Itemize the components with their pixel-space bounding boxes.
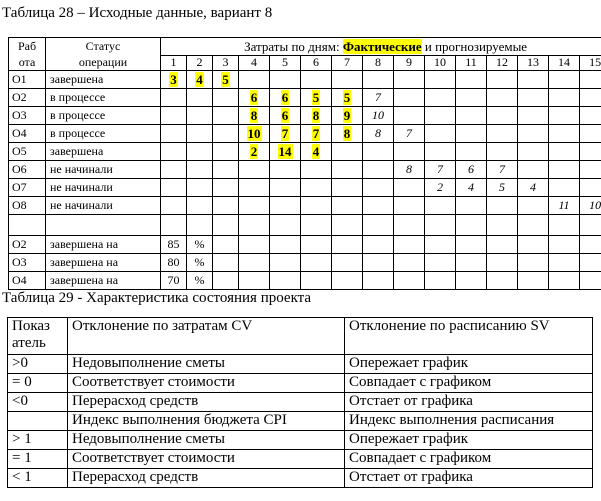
status-header-row [8, 318, 593, 355]
empty-cell [363, 161, 394, 179]
status-cell: завершена [46, 71, 161, 89]
costs-header-prefix: Затраты по дням: [244, 38, 343, 54]
empty-cell [580, 236, 601, 254]
forecast-cost-cell: 4 [518, 179, 549, 197]
empty-cell [518, 197, 549, 215]
completion-value: 85 [161, 236, 187, 254]
work-header-line1: Раб [17, 39, 37, 53]
actual-cost-cell [187, 71, 213, 89]
empty-cell [332, 143, 363, 161]
completion-row [9, 254, 601, 272]
empty-cell [161, 215, 187, 236]
empty-cell [239, 215, 270, 236]
empty-cell [518, 71, 549, 89]
empty-cell [518, 161, 549, 179]
empty-cell [270, 272, 301, 290]
actual-cost-value: 4 [312, 143, 320, 159]
empty-cell [425, 107, 456, 125]
actual-cost-cell [161, 71, 187, 89]
empty-cell [270, 71, 301, 89]
actual-cost-cell [270, 143, 301, 161]
empty-cell [213, 236, 239, 254]
empty-cell [270, 215, 301, 236]
empty-cell [456, 143, 487, 161]
empty-cell [332, 215, 363, 236]
actual-cost-value: 7 [281, 125, 289, 141]
empty-cell [425, 125, 456, 143]
actual-cost-value: 10 [247, 125, 261, 141]
empty-cell [549, 179, 580, 197]
status-cell: в процессе [46, 107, 161, 125]
empty-cell [456, 125, 487, 143]
empty-cell [456, 71, 487, 89]
status-cell: не начинали [46, 161, 161, 179]
indicator-cell: = 0 [8, 374, 68, 393]
work-cell: О7 [9, 179, 46, 197]
actual-cost-cell [239, 89, 270, 107]
sv-cell: Отстает от графика [345, 393, 593, 412]
indicator-header-line2: атель [12, 335, 46, 351]
day-5-header: 5 [270, 55, 301, 70]
empty-cell [456, 272, 487, 290]
empty-cell [301, 272, 332, 290]
completion-unit: % [187, 272, 213, 290]
actual-cost-cell [270, 107, 301, 125]
indicator-cell: < 1 [8, 469, 68, 488]
empty-cell [425, 272, 456, 290]
empty-cell [213, 107, 239, 125]
forecast-cost-cell: 10 [363, 107, 394, 125]
empty-cell [161, 143, 187, 161]
completion-row [9, 272, 601, 290]
initial-data-table-body [9, 38, 601, 290]
forecast-cost-cell: 4 [456, 179, 487, 197]
cv-cell: Соответствует стоимости [68, 374, 345, 393]
empty-cell [301, 215, 332, 236]
cv-cell: Соответствует стоимости [68, 450, 345, 469]
actual-cost-value: 5 [312, 89, 320, 105]
table-28-caption: Таблица 28 – Исходные данные, вариант 8 [2, 5, 273, 21]
forecast-cost-cell: 10 [580, 197, 601, 215]
empty-cell [332, 254, 363, 272]
empty-cell [487, 143, 518, 161]
empty-cell [301, 236, 332, 254]
day-12-header: 12 [487, 55, 518, 70]
empty-cell [239, 71, 270, 89]
empty-cell [239, 254, 270, 272]
actual-cost-cell [239, 107, 270, 125]
table-row [9, 161, 601, 179]
table-29-caption: Таблица 29 - Характеристика состояния проекта [2, 290, 312, 306]
day-13-header: 13 [518, 55, 549, 70]
table-row [9, 107, 601, 125]
actual-cost-cell [270, 125, 301, 143]
empty-cell [270, 197, 301, 215]
costs-header-suffix: и прогнозируемые [421, 38, 528, 54]
empty-cell [239, 179, 270, 197]
empty-cell [518, 143, 549, 161]
actual-cost-value: 14 [278, 143, 292, 159]
day-15-header: 15 [580, 55, 601, 70]
actual-cost-value: 8 [343, 125, 351, 141]
empty-cell [270, 236, 301, 254]
completion-row [9, 236, 601, 254]
forecast-cost-cell: 2 [425, 179, 456, 197]
work-cell: О4 [9, 125, 46, 143]
empty-cell [187, 161, 213, 179]
forecast-cost-cell: 7 [394, 125, 425, 143]
status-cell: в процессе [46, 89, 161, 107]
work-cell: О2 [9, 89, 46, 107]
actual-cost-value: 2 [250, 143, 258, 159]
work-cell: О1 [9, 71, 46, 89]
empty-cell [332, 236, 363, 254]
empty-cell [394, 71, 425, 89]
empty-cell [187, 215, 213, 236]
table-row [8, 393, 593, 412]
cv-cell: Недовыполнение сметы [68, 355, 345, 374]
table-row [8, 469, 593, 488]
indicator-cell: >0 [8, 355, 68, 374]
empty-cell [301, 161, 332, 179]
empty-cell [363, 254, 394, 272]
empty-cell [161, 125, 187, 143]
blank-row [9, 215, 601, 236]
empty-cell [549, 107, 580, 125]
sv-header: Отклонение по расписанию SV [345, 318, 593, 355]
sv-cell: Отстает от графика [345, 469, 593, 488]
empty-cell [301, 254, 332, 272]
empty-cell [394, 179, 425, 197]
sv-cell: Индекс выполнения расписания [345, 412, 593, 431]
work-cell: О2 [9, 236, 46, 254]
empty-cell [549, 215, 580, 236]
empty-cell [301, 197, 332, 215]
completion-unit: % [187, 254, 213, 272]
empty-cell [549, 71, 580, 89]
empty-cell [487, 236, 518, 254]
actual-cost-cell [301, 125, 332, 143]
empty-cell [518, 272, 549, 290]
actual-cost-value: 4 [196, 71, 203, 87]
initial-data-table [8, 37, 601, 290]
cv-cell: Перерасход средств [68, 469, 345, 488]
completion-label: завершена на [46, 254, 161, 272]
actual-cost-value: 8 [312, 107, 320, 123]
empty-cell [456, 107, 487, 125]
empty-cell [518, 254, 549, 272]
table-row [9, 71, 601, 89]
empty-cell [580, 161, 601, 179]
actual-cost-cell [332, 107, 363, 125]
empty-cell [239, 272, 270, 290]
table-row [8, 355, 593, 374]
forecast-cost-cell: 8 [394, 161, 425, 179]
empty-cell [425, 89, 456, 107]
empty-cell [363, 71, 394, 89]
day-8-header: 8 [363, 55, 394, 70]
sv-cell: Совпадает с графиком [345, 450, 593, 469]
work-header-line2: ота [18, 55, 36, 69]
empty-cell [213, 125, 239, 143]
empty-cell [332, 272, 363, 290]
empty-cell [239, 236, 270, 254]
actual-cost-value: 3 [170, 71, 177, 87]
sv-cell: Совпадает с графиком [345, 374, 593, 393]
empty-cell [549, 254, 580, 272]
empty-cell [549, 236, 580, 254]
sv-cell: Опережает график [345, 355, 593, 374]
work-cell: О4 [9, 272, 46, 290]
indicator-header-line1: Показ [12, 318, 50, 334]
empty-cell [187, 89, 213, 107]
status-cell: не начинали [46, 179, 161, 197]
empty-cell [580, 254, 601, 272]
empty-cell [187, 143, 213, 161]
actual-cost-cell [301, 143, 332, 161]
empty-cell [213, 272, 239, 290]
empty-cell [549, 272, 580, 290]
cv-cell: Недовыполнение сметы [68, 431, 345, 450]
empty-cell [270, 179, 301, 197]
completion-label: завершена на [46, 236, 161, 254]
costs-header [161, 38, 601, 56]
day-10-header: 10 [425, 55, 456, 70]
actual-cost-cell [332, 89, 363, 107]
empty-cell [394, 89, 425, 107]
table-row [9, 125, 601, 143]
work-cell: О5 [9, 143, 46, 161]
day-1-header: 1 [161, 55, 187, 70]
empty-cell [487, 197, 518, 215]
empty-cell [518, 107, 549, 125]
empty-cell [425, 143, 456, 161]
empty-cell [487, 71, 518, 89]
table-row [9, 179, 601, 197]
empty-cell [487, 272, 518, 290]
empty-cell [301, 179, 332, 197]
empty-cell [580, 272, 601, 290]
empty-cell [580, 215, 601, 236]
empty-cell [394, 197, 425, 215]
indicator-cell: = 1 [8, 450, 68, 469]
empty-cell [9, 215, 46, 236]
empty-cell [213, 161, 239, 179]
empty-cell [239, 161, 270, 179]
empty-cell [213, 179, 239, 197]
empty-cell [161, 161, 187, 179]
empty-cell [332, 179, 363, 197]
empty-cell [363, 272, 394, 290]
table-row [8, 450, 593, 469]
empty-cell [239, 197, 270, 215]
cv-cell: Перерасход средств [68, 393, 345, 412]
empty-cell [487, 107, 518, 125]
empty-cell [580, 125, 601, 143]
completion-unit: % [187, 236, 213, 254]
empty-cell [187, 179, 213, 197]
sv-cell: Опережает график [345, 431, 593, 450]
empty-cell [580, 89, 601, 107]
empty-cell [332, 197, 363, 215]
empty-cell [518, 215, 549, 236]
empty-cell [363, 197, 394, 215]
empty-cell [580, 143, 601, 161]
completion-value: 70 [161, 272, 187, 290]
table-row [8, 374, 593, 393]
day-14-header: 14 [549, 55, 580, 70]
empty-cell [487, 215, 518, 236]
status-header-line2: операции [78, 55, 128, 69]
actual-cost-value: 6 [250, 89, 258, 105]
empty-cell [187, 125, 213, 143]
empty-cell [363, 236, 394, 254]
empty-cell [425, 197, 456, 215]
indicator-cell [8, 412, 68, 431]
empty-cell [456, 197, 487, 215]
day-11-header: 11 [456, 55, 487, 70]
project-status-table [7, 317, 593, 488]
empty-cell [487, 89, 518, 107]
empty-cell [487, 125, 518, 143]
empty-cell [332, 71, 363, 89]
forecast-cost-cell: 5 [487, 179, 518, 197]
empty-cell [213, 215, 239, 236]
forecast-cost-cell: 7 [425, 161, 456, 179]
empty-cell [161, 179, 187, 197]
empty-cell [549, 161, 580, 179]
empty-cell [161, 107, 187, 125]
day-4-header: 4 [239, 55, 270, 70]
empty-cell [394, 272, 425, 290]
status-cell: не начинали [46, 197, 161, 215]
actual-cost-value: 8 [250, 107, 258, 123]
forecast-cost-cell: 11 [549, 197, 580, 215]
status-header [46, 38, 161, 71]
day-3-header: 3 [213, 55, 239, 70]
empty-cell [425, 71, 456, 89]
actual-cost-cell [332, 125, 363, 143]
costs-header-actual: Фактические [342, 38, 422, 54]
empty-cell [425, 236, 456, 254]
actual-cost-cell [301, 107, 332, 125]
work-header [9, 38, 46, 71]
day-6-header: 6 [301, 55, 332, 70]
table-row [9, 197, 601, 215]
forecast-cost-cell: 8 [363, 125, 394, 143]
empty-cell [213, 89, 239, 107]
empty-cell [301, 71, 332, 89]
empty-cell [363, 143, 394, 161]
actual-cost-value: 6 [281, 89, 289, 105]
empty-cell [270, 161, 301, 179]
cv-header: Отклонение по затратам CV [68, 318, 345, 355]
forecast-cost-cell: 7 [363, 89, 394, 107]
actual-cost-value: 5 [222, 71, 229, 87]
empty-cell [549, 89, 580, 107]
status-header-line1: Статус [85, 39, 121, 53]
empty-cell [363, 179, 394, 197]
empty-cell [394, 215, 425, 236]
empty-cell [518, 236, 549, 254]
empty-cell [394, 236, 425, 254]
day-7-header: 7 [332, 55, 363, 70]
forecast-cost-cell: 7 [487, 161, 518, 179]
actual-cost-value: 5 [343, 89, 351, 105]
empty-cell [580, 179, 601, 197]
actual-cost-cell [213, 71, 239, 89]
empty-cell [456, 215, 487, 236]
empty-cell [363, 215, 394, 236]
empty-cell [187, 107, 213, 125]
actual-cost-cell [270, 89, 301, 107]
empty-cell [425, 254, 456, 272]
work-cell: О3 [9, 254, 46, 272]
empty-cell [161, 89, 187, 107]
indicator-header [8, 318, 68, 355]
status-cell: в процессе [46, 125, 161, 143]
actual-cost-value: 6 [281, 107, 289, 123]
actual-cost-value: 7 [312, 125, 320, 141]
empty-cell [456, 89, 487, 107]
empty-cell [161, 197, 187, 215]
work-cell: О6 [9, 161, 46, 179]
actual-cost-cell [239, 125, 270, 143]
indicator-cell: <0 [8, 393, 68, 412]
empty-cell [394, 143, 425, 161]
empty-cell [456, 254, 487, 272]
actual-cost-value: 9 [343, 107, 351, 123]
day-9-header: 9 [394, 55, 425, 70]
empty-cell [580, 107, 601, 125]
actual-cost-cell [239, 143, 270, 161]
empty-cell [213, 143, 239, 161]
empty-cell [456, 236, 487, 254]
empty-cell [187, 197, 213, 215]
cv-cell: Индекс выполнения бюджета CPI [68, 412, 345, 431]
empty-cell [518, 89, 549, 107]
empty-cell [518, 125, 549, 143]
indicator-cell: > 1 [8, 431, 68, 450]
day-2-header: 2 [187, 55, 213, 70]
status-cell: завершена [46, 143, 161, 161]
empty-cell [394, 254, 425, 272]
project-status-table-body [8, 318, 593, 488]
empty-cell [394, 107, 425, 125]
table-row [9, 143, 601, 161]
table-row [8, 412, 593, 431]
table-row [9, 89, 601, 107]
actual-cost-cell [301, 89, 332, 107]
work-cell: О8 [9, 197, 46, 215]
table-row [8, 431, 593, 450]
empty-cell [549, 143, 580, 161]
empty-cell [213, 197, 239, 215]
empty-cell [332, 161, 363, 179]
empty-cell [270, 254, 301, 272]
forecast-cost-cell: 6 [456, 161, 487, 179]
empty-cell [425, 215, 456, 236]
empty-cell [213, 254, 239, 272]
empty-cell [46, 215, 161, 236]
completion-label: завершена на [46, 272, 161, 290]
work-cell: О3 [9, 107, 46, 125]
empty-cell [549, 125, 580, 143]
completion-value: 80 [161, 254, 187, 272]
empty-cell [580, 71, 601, 89]
empty-cell [487, 254, 518, 272]
